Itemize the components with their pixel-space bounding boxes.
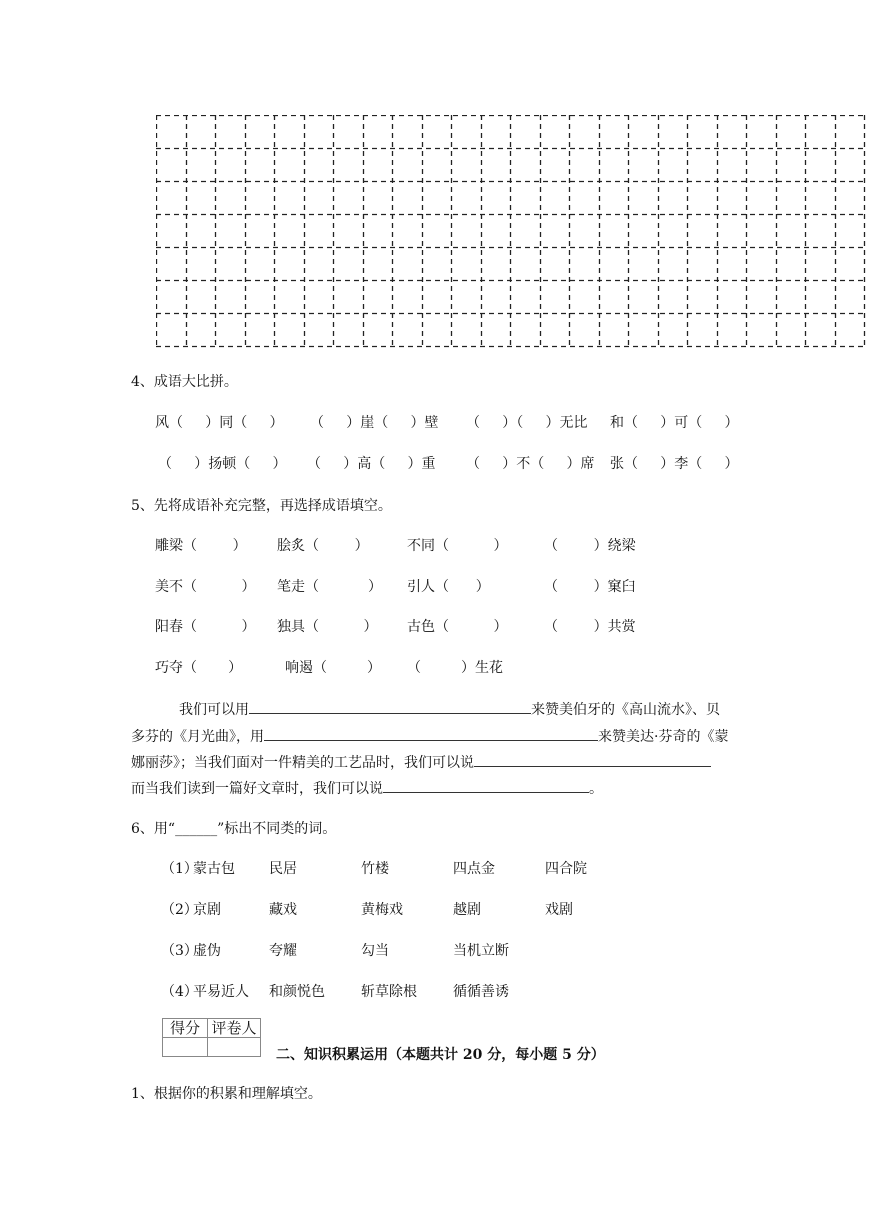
para-4b: 。 <box>589 781 603 797</box>
section-2-heading: 二、知识积累运用（本题共计 20 分，每小题 5 分） <box>276 1047 605 1063</box>
q6-g1-num: （1） <box>161 861 198 877</box>
para-line-1 <box>179 700 720 719</box>
q5-r1-c: 不同（ ） <box>407 538 508 554</box>
q6-g4-w1: 平易近人 <box>193 984 249 1000</box>
blank-1[interactable] <box>249 700 531 714</box>
q4-r2-b: （ ）高（ ）重 <box>307 456 436 472</box>
q4-r2-a: （ ）扬顿（ ） <box>158 456 287 472</box>
q4-r1-b: （ ）崖（ ）壁 <box>310 415 439 431</box>
q6-g4-num: （4） <box>161 984 198 1000</box>
q6-g2-num: （2） <box>161 902 198 918</box>
blank-3[interactable] <box>474 753 711 767</box>
q6-title: 6、用“______”标出不同类的词。 <box>131 821 337 837</box>
para-1b: 来赞美伯牙的《高山流水》、贝 <box>531 702 720 718</box>
q5-r2-d: （ ）窠臼 <box>544 579 636 595</box>
section-2-q1: 1、根据你的积累和理解填空。 <box>131 1086 322 1102</box>
para-line-4 <box>131 779 603 798</box>
grader-cell[interactable] <box>208 1038 261 1057</box>
q5-title: 5、先将成语补充完整，再选择成语填空。 <box>131 498 392 514</box>
q6-g2-w1: 京剧 <box>193 902 221 918</box>
q6-g3-num: （3） <box>161 943 198 959</box>
q5-r4-c: （ ）生花 <box>407 660 504 676</box>
score-cell[interactable] <box>163 1038 208 1057</box>
q6-g4-w2: 和颜悦色 <box>269 984 325 1000</box>
para-3a: 娜丽莎》；当我们面对一件精美的工艺品时，我们可以说 <box>131 755 474 771</box>
q6-g3-w1: 虚伪 <box>193 943 221 959</box>
q6-g1-w1: 蒙古包 <box>193 861 235 877</box>
q6-g4-w4: 循循善诱 <box>453 984 509 1000</box>
blank-4[interactable] <box>383 779 589 793</box>
q4-r1-c: （ ）（ ）无比 <box>466 415 588 431</box>
para-1a: 我们可以用 <box>179 702 249 718</box>
q6-g2-w3: 黄梅戏 <box>361 902 403 918</box>
q5-r2-c: 引人（ ） <box>407 579 490 595</box>
para-4a: 而当我们读到一篇好文章时，我们可以说 <box>131 781 383 797</box>
para-2b: 来赞美达·芬奇的《蒙 <box>598 729 729 745</box>
q5-r1-a: 雕梁（ ） <box>155 538 247 554</box>
q5-r1-d: （ ）绕梁 <box>544 538 636 554</box>
q6-g3-w2: 夸耀 <box>269 943 297 959</box>
para-line-3 <box>131 753 711 772</box>
blank-2[interactable] <box>264 727 598 741</box>
q5-r3-a: 阳春（ ） <box>155 619 256 635</box>
q5-r4-b: 响遏（ ） <box>285 660 382 676</box>
q6-g2-w4: 越剧 <box>453 902 481 918</box>
q5-r4-a: 巧夺（ ） <box>155 660 243 676</box>
para-2a: 多芬的《月光曲》，用 <box>131 729 264 745</box>
q5-r2-a: 美不（ ） <box>155 579 256 595</box>
q6-g3-w3: 勾当 <box>361 943 389 959</box>
q6-g2-w5: 戏剧 <box>545 902 573 918</box>
q6-g1-w3: 竹楼 <box>361 861 389 877</box>
grader-label: 评卷人 <box>208 1019 261 1038</box>
q5-r3-d: （ ）共赏 <box>544 619 636 635</box>
q4-r2-d: 张（ ）李（ ） <box>610 456 739 472</box>
q6-g4-w3: 斩草除根 <box>361 984 417 1000</box>
q5-r2-b: 笔走（ ） <box>277 579 382 595</box>
q6-g1-w4: 四点金 <box>453 861 495 877</box>
score-label: 得分 <box>163 1019 208 1038</box>
para-line-2 <box>131 727 728 746</box>
q4-r1-a: 风（ ）同（ ） <box>155 415 284 431</box>
q4-title: 4、成语大比拼。 <box>131 374 238 390</box>
q4-r2-c: （ ）不（ ）席 <box>466 456 595 472</box>
q4-r1-d: 和（ ）可（ ） <box>610 415 739 431</box>
q5-r3-b: 独具（ ） <box>277 619 378 635</box>
q6-g1-w2: 民居 <box>269 861 297 877</box>
score-table <box>162 1018 261 1057</box>
q5-r1-b: 脍炙（ ） <box>277 538 369 554</box>
q6-g3-w4: 当机立断 <box>453 943 509 959</box>
q6-g2-w2: 藏戏 <box>269 902 297 918</box>
q5-r3-c: 古色（ ） <box>407 619 508 635</box>
q6-g1-w5: 四合院 <box>545 861 587 877</box>
writing-grid <box>156 115 866 349</box>
